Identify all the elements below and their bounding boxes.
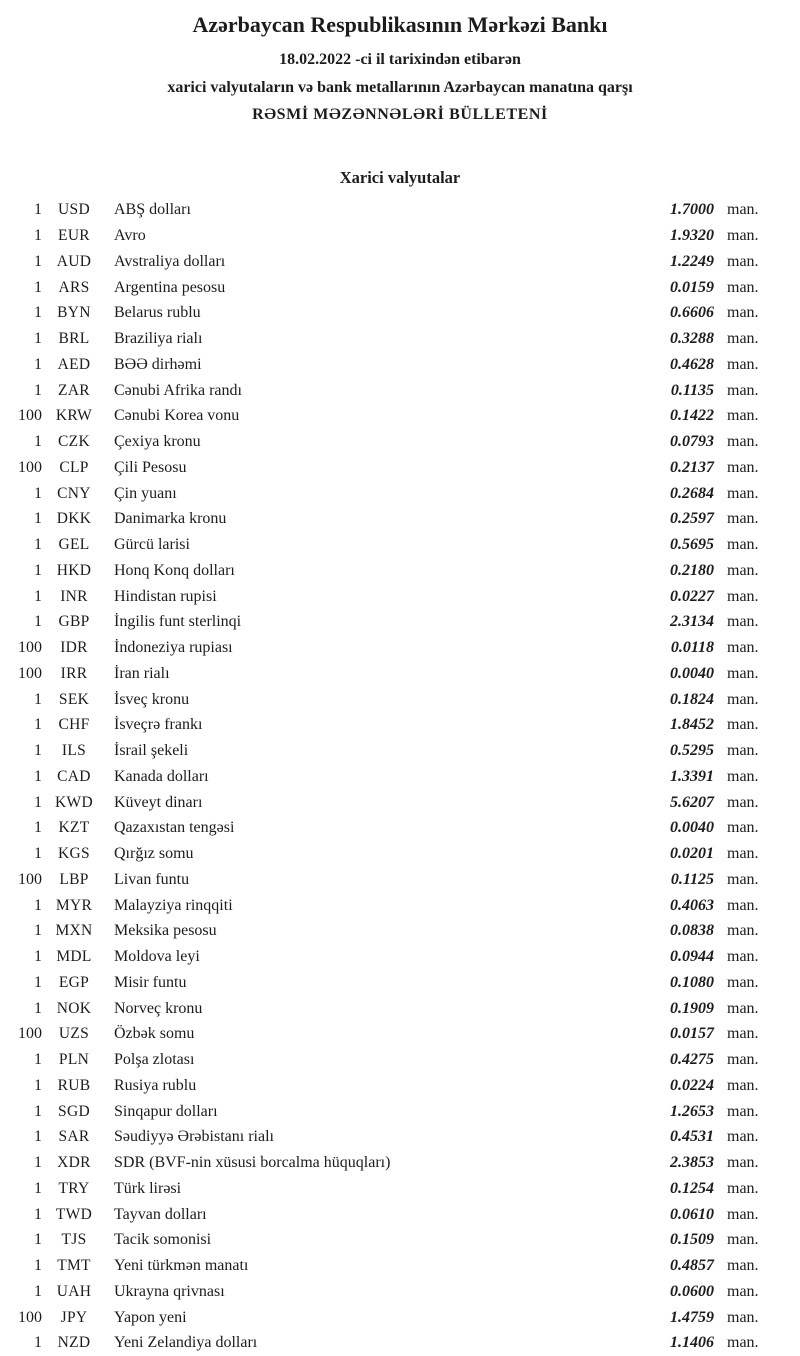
effective-date-line: 18.02.2022 -ci il tarixindən etibarən	[279, 51, 521, 69]
rate-unit-label: man.	[727, 1231, 759, 1249]
currency-name: Çexiya kronu	[114, 433, 201, 451]
rate-unit-label: man.	[727, 536, 759, 554]
currency-name: Danimarka kronu	[114, 510, 227, 528]
rate-row	[0, 584, 772, 610]
currency-name: Misir funtu	[114, 973, 187, 991]
rate-unit-label: man.	[727, 896, 759, 914]
currency-code: SEK	[58, 690, 90, 708]
currency-code: ZAR	[58, 381, 90, 399]
rate-unit-label: man.	[727, 1257, 759, 1275]
currency-name: Çin yuanı	[114, 484, 177, 502]
currency-code: KWD	[55, 793, 93, 811]
rate-unit-label: man.	[727, 1334, 759, 1352]
currency-name: İran rialı	[114, 664, 170, 682]
rate-quantity: 1	[34, 922, 42, 940]
currency-code: ILS	[61, 742, 87, 760]
rate-row	[0, 996, 772, 1022]
currency-name: Küveyt dinarı	[114, 793, 203, 811]
rate-value: 0.2137	[670, 458, 714, 476]
rate-unit-label: man.	[727, 767, 759, 785]
rate-value: 0.5295	[670, 742, 714, 760]
rate-unit-label: man.	[727, 1205, 759, 1223]
rate-row	[0, 1330, 772, 1356]
rate-unit-label: man.	[727, 458, 759, 476]
rate-unit-label: man.	[727, 484, 759, 502]
rate-row	[0, 1202, 772, 1228]
rate-value: 5.6207	[670, 793, 714, 811]
currency-name: Malayziya rinqqiti	[114, 896, 233, 914]
rate-value: 0.2597	[670, 510, 714, 528]
rate-quantity: 100	[18, 639, 42, 657]
currency-code: USD	[58, 201, 90, 219]
rate-unit-label: man.	[727, 278, 759, 296]
rate-row	[0, 815, 772, 841]
rate-value: 0.1909	[670, 999, 714, 1017]
rate-quantity: 1	[34, 587, 42, 605]
rate-value: 0.1422	[670, 407, 714, 425]
rate-quantity: 1	[34, 304, 42, 322]
currency-name: Ukrayna qrivnası	[114, 1282, 225, 1300]
currency-code: PLN	[58, 1051, 90, 1069]
currency-name: Meksika pesosu	[114, 922, 217, 940]
rate-value: 0.1254	[670, 1179, 714, 1197]
rate-value: 0.3288	[670, 330, 714, 348]
rate-quantity: 1	[34, 536, 42, 554]
rate-quantity: 1	[34, 819, 42, 837]
rate-quantity: 1	[34, 252, 42, 270]
rate-quantity: 1	[34, 973, 42, 991]
rate-value: 0.1080	[670, 973, 714, 991]
bank-title: Azərbaycan Respublikasının Mərkəzi Bankı	[192, 12, 608, 37]
currency-code: JPY	[60, 1308, 88, 1326]
rate-row	[0, 532, 772, 558]
currency-name: Yeni Zelandiya dolları	[114, 1334, 258, 1352]
currency-name: Moldova leyi	[114, 948, 200, 966]
rate-row	[0, 1047, 772, 1073]
rate-value: 0.1824	[670, 690, 714, 708]
currency-name: İsrail şekeli	[114, 742, 189, 760]
rate-row	[0, 197, 772, 223]
currency-name: Qazaxıstan tengəsi	[114, 819, 235, 837]
rate-unit-label: man.	[727, 690, 759, 708]
rate-row	[0, 841, 772, 867]
currency-name: İndoneziya rupiası	[114, 639, 233, 657]
currency-name: Sinqapur dolları	[114, 1102, 218, 1120]
currency-name: Türk lirəsi	[114, 1179, 182, 1197]
rate-value: 0.0944	[670, 948, 714, 966]
currency-code: TWD	[55, 1205, 93, 1223]
rate-value: 0.0793	[670, 433, 714, 451]
rate-value: 1.3391	[670, 767, 714, 785]
rate-unit-label: man.	[727, 561, 759, 579]
rate-quantity: 1	[34, 613, 42, 631]
currency-code: KZT	[58, 819, 90, 837]
currency-name: Honq Konq dolları	[114, 561, 235, 579]
rate-unit-label: man.	[727, 664, 759, 682]
currency-name: Özbək somu	[114, 1025, 195, 1043]
rate-quantity: 100	[18, 1308, 42, 1326]
rate-row	[0, 249, 772, 275]
rate-quantity: 1	[34, 716, 42, 734]
rate-row	[0, 506, 772, 532]
rate-row	[0, 1227, 772, 1253]
rate-value: 0.4531	[670, 1128, 714, 1146]
currency-name: Avstraliya dolları	[114, 252, 226, 270]
rate-unit-label: man.	[727, 639, 759, 657]
rate-value: 0.1125	[670, 870, 714, 888]
rate-row	[0, 1253, 772, 1279]
rate-row	[0, 1099, 772, 1125]
rate-row	[0, 790, 772, 816]
rate-quantity: 1	[34, 561, 42, 579]
currency-code: BYN	[57, 304, 91, 322]
rate-value: 1.2653	[670, 1102, 714, 1120]
rate-value: 2.3134	[670, 613, 714, 631]
section-title-foreign-currencies: Xarici valyutalar	[339, 168, 461, 188]
rate-quantity: 1	[34, 484, 42, 502]
currency-name: Yeni türkmən manatı	[114, 1257, 249, 1275]
currency-name: Kanada dolları	[114, 767, 209, 785]
rate-quantity: 1	[34, 433, 42, 451]
rate-quantity: 1	[34, 999, 42, 1017]
currency-name: Norveç kronu	[114, 999, 203, 1017]
currency-code: CZK	[58, 433, 90, 451]
rate-row	[0, 1021, 772, 1047]
rate-row	[0, 558, 772, 584]
rate-quantity: 1	[34, 1076, 42, 1094]
currency-name: ABŞ dolları	[114, 201, 191, 219]
currency-code: NZD	[57, 1334, 91, 1352]
rate-value: 0.0118	[670, 639, 714, 657]
currency-code: SGD	[58, 1102, 90, 1120]
rate-unit-label: man.	[727, 304, 759, 322]
rate-value: 0.6606	[670, 304, 714, 322]
rate-quantity: 1	[34, 793, 42, 811]
rate-unit-label: man.	[727, 1102, 759, 1120]
rate-row	[0, 609, 772, 635]
currency-code: UAH	[56, 1282, 92, 1300]
rate-unit-label: man.	[727, 922, 759, 940]
rate-quantity: 1	[34, 742, 42, 760]
rate-unit-label: man.	[727, 1282, 759, 1300]
currency-code: DKK	[56, 510, 92, 528]
rate-row	[0, 1305, 772, 1331]
bulletin-subtitle: xarici valyutaların və bank metallarının Azərbaycan manatına qarşı	[167, 79, 633, 97]
rate-quantity: 100	[18, 1025, 42, 1043]
currency-name: Livan funtu	[114, 870, 190, 888]
rate-row	[0, 352, 772, 378]
currency-name: Avro	[114, 227, 146, 245]
rate-unit-label: man.	[727, 819, 759, 837]
currency-name: Tayvan dolları	[114, 1205, 207, 1223]
rate-quantity: 1	[34, 330, 42, 348]
rate-unit-label: man.	[727, 1179, 759, 1197]
currency-code: INR	[60, 587, 88, 605]
rate-unit-label: man.	[727, 999, 759, 1017]
rate-quantity: 100	[18, 407, 42, 425]
currency-code: ARS	[58, 278, 90, 296]
bulletin-title: RƏSMİ MƏZƏNNƏLƏRİ BÜLLETENİ	[252, 106, 548, 124]
rate-quantity: 1	[34, 1128, 42, 1146]
rates-table	[0, 197, 800, 1356]
currency-code: BRL	[58, 330, 90, 348]
currency-name: Çili Pesosu	[114, 458, 187, 476]
rate-quantity: 100	[18, 458, 42, 476]
rate-quantity: 1	[34, 227, 42, 245]
rate-unit-label: man.	[727, 716, 759, 734]
currency-code: AED	[57, 355, 91, 373]
currency-code: EGP	[58, 973, 90, 991]
rate-value: 1.9320	[670, 227, 714, 245]
rate-unit-label: man.	[727, 1025, 759, 1043]
rate-row	[0, 1176, 772, 1202]
rate-unit-label: man.	[727, 1128, 759, 1146]
rate-unit-label: man.	[727, 793, 759, 811]
rate-value: 0.2684	[670, 484, 714, 502]
rate-value: 0.4275	[670, 1051, 714, 1069]
rate-quantity: 1	[34, 1282, 42, 1300]
rate-value: 0.2180	[670, 561, 714, 579]
currency-code: RUB	[57, 1076, 91, 1094]
rate-value: 0.4063	[670, 896, 714, 914]
currency-code: TJS	[61, 1231, 87, 1249]
currency-code: KGS	[58, 845, 90, 863]
currency-code: TMT	[57, 1257, 91, 1275]
currency-name: Hindistan rupisi	[114, 587, 217, 605]
currency-code: KRW	[55, 407, 93, 425]
currency-name: BƏƏ dirhəmi	[114, 355, 202, 373]
currency-name: SDR (BVF-nin xüsusi borcalma hüquqları)	[114, 1154, 391, 1172]
currency-name: Polşa zlotası	[114, 1051, 195, 1069]
rate-quantity: 100	[18, 870, 42, 888]
rate-quantity: 1	[34, 278, 42, 296]
rate-unit-label: man.	[727, 973, 759, 991]
rate-value: 0.0040	[670, 664, 714, 682]
rate-quantity: 1	[34, 1179, 42, 1197]
rate-quantity: 1	[34, 381, 42, 399]
rate-value: 0.0600	[670, 1282, 714, 1300]
currency-code: MDL	[56, 948, 92, 966]
rate-row	[0, 687, 772, 713]
rate-row	[0, 481, 772, 507]
rate-quantity: 1	[34, 1257, 42, 1275]
rate-row	[0, 429, 772, 455]
rate-value: 0.0227	[670, 587, 714, 605]
rate-quantity: 1	[34, 948, 42, 966]
rate-unit-label: man.	[727, 201, 759, 219]
currency-name: İsveçrə frankı	[114, 716, 203, 734]
currency-name: Səudiyyə Ərəbistanı rialı	[114, 1128, 274, 1146]
rate-quantity: 1	[34, 1102, 42, 1120]
rate-row	[0, 300, 772, 326]
rate-unit-label: man.	[727, 1076, 759, 1094]
currency-code: TRY	[58, 1179, 90, 1197]
rate-value: 1.2249	[670, 252, 714, 270]
rate-row	[0, 1150, 772, 1176]
currency-code: AUD	[56, 252, 92, 270]
rate-row	[0, 918, 772, 944]
currency-name: Tacik somonisi	[114, 1231, 212, 1249]
currency-code: CHF	[58, 716, 90, 734]
rate-unit-label: man.	[727, 587, 759, 605]
rate-quantity: 1	[34, 1334, 42, 1352]
rate-unit-label: man.	[727, 613, 759, 631]
rate-row	[0, 223, 772, 249]
rate-row	[0, 455, 772, 481]
currency-code: GEL	[58, 536, 90, 554]
rate-unit-label: man.	[727, 1154, 759, 1172]
rate-quantity: 1	[34, 767, 42, 785]
rate-value: 1.1406	[670, 1334, 714, 1352]
rate-row	[0, 1124, 772, 1150]
currency-code: LBP	[59, 870, 89, 888]
rate-unit-label: man.	[727, 845, 759, 863]
rate-quantity: 1	[34, 690, 42, 708]
rate-value: 0.0838	[670, 922, 714, 940]
rate-quantity: 100	[18, 664, 42, 682]
rate-quantity: 1	[34, 355, 42, 373]
rate-row	[0, 764, 772, 790]
rate-value: 0.0159	[670, 278, 714, 296]
currency-code: CLP	[59, 458, 89, 476]
currency-code: MXN	[55, 922, 93, 940]
currency-code: IRR	[60, 664, 88, 682]
rate-value: 0.0224	[670, 1076, 714, 1094]
currency-name: Braziliya rialı	[114, 330, 203, 348]
currency-code: UZS	[58, 1025, 90, 1043]
rate-unit-label: man.	[727, 433, 759, 451]
rate-row	[0, 712, 772, 738]
rate-unit-label: man.	[727, 510, 759, 528]
rate-value: 1.4759	[670, 1308, 714, 1326]
rate-unit-label: man.	[727, 381, 759, 399]
rate-value: 0.5695	[670, 536, 714, 554]
currency-name: Cənubi Afrika randı	[114, 381, 242, 399]
rate-row	[0, 893, 772, 919]
rate-row	[0, 326, 772, 352]
rate-value: 0.4857	[670, 1257, 714, 1275]
rate-row	[0, 403, 772, 429]
rate-value: 0.0610	[670, 1205, 714, 1223]
currency-name: Yapon yeni	[114, 1308, 187, 1326]
currency-name: Belarus rublu	[114, 304, 201, 322]
currency-name: Gürcü larisi	[114, 536, 190, 554]
rate-unit-label: man.	[727, 227, 759, 245]
rate-value: 0.0157	[670, 1025, 714, 1043]
rate-row	[0, 1279, 772, 1305]
rate-value: 0.0201	[670, 845, 714, 863]
rate-quantity: 1	[34, 1154, 42, 1172]
rate-quantity: 1	[34, 1231, 42, 1249]
currency-code: CNY	[57, 484, 91, 502]
currency-name: Rusiya rublu	[114, 1076, 197, 1094]
rate-value: 0.0040	[670, 819, 714, 837]
currency-code: NOK	[56, 999, 92, 1017]
rate-row	[0, 970, 772, 996]
rate-quantity: 1	[34, 896, 42, 914]
rate-unit-label: man.	[727, 870, 759, 888]
rate-row	[0, 738, 772, 764]
rate-unit-label: man.	[727, 407, 759, 425]
currency-code: EUR	[58, 227, 90, 245]
document-header	[0, 12, 800, 124]
rate-value: 0.1509	[670, 1231, 714, 1249]
currency-name: Cənubi Korea vonu	[114, 407, 240, 425]
rate-quantity: 1	[34, 201, 42, 219]
rate-value: 1.8452	[670, 716, 714, 734]
rate-row	[0, 1073, 772, 1099]
rate-quantity: 1	[34, 510, 42, 528]
currency-code: GBP	[58, 613, 90, 631]
currency-code: HKD	[56, 561, 92, 579]
rate-unit-label: man.	[727, 1308, 759, 1326]
rate-value: 1.7000	[670, 201, 714, 219]
rate-row	[0, 378, 772, 404]
currency-name: İngilis funt sterlinqi	[114, 613, 242, 631]
currency-code: CAD	[57, 767, 91, 785]
rate-unit-label: man.	[727, 1051, 759, 1069]
currency-name: Qırğız somu	[114, 845, 194, 863]
rate-value: 2.3853	[670, 1154, 714, 1172]
rate-row	[0, 275, 772, 301]
rate-unit-label: man.	[727, 742, 759, 760]
currency-name: İsveç kronu	[114, 690, 190, 708]
rate-value: 0.1135	[670, 381, 714, 399]
rate-row	[0, 944, 772, 970]
currency-name: Argentina pesosu	[114, 278, 226, 296]
rate-quantity: 1	[34, 1205, 42, 1223]
currency-code: SAR	[58, 1128, 90, 1146]
rate-quantity: 1	[34, 845, 42, 863]
rate-row	[0, 661, 772, 687]
rate-quantity: 1	[34, 1051, 42, 1069]
rate-row	[0, 635, 772, 661]
rate-unit-label: man.	[727, 948, 759, 966]
rate-unit-label: man.	[727, 252, 759, 270]
currency-code: MYR	[55, 896, 93, 914]
rate-value: 0.4628	[670, 355, 714, 373]
currency-code: XDR	[57, 1154, 91, 1172]
rate-unit-label: man.	[727, 330, 759, 348]
rate-row	[0, 867, 772, 893]
currency-code: IDR	[60, 639, 88, 657]
rate-unit-label: man.	[727, 355, 759, 373]
